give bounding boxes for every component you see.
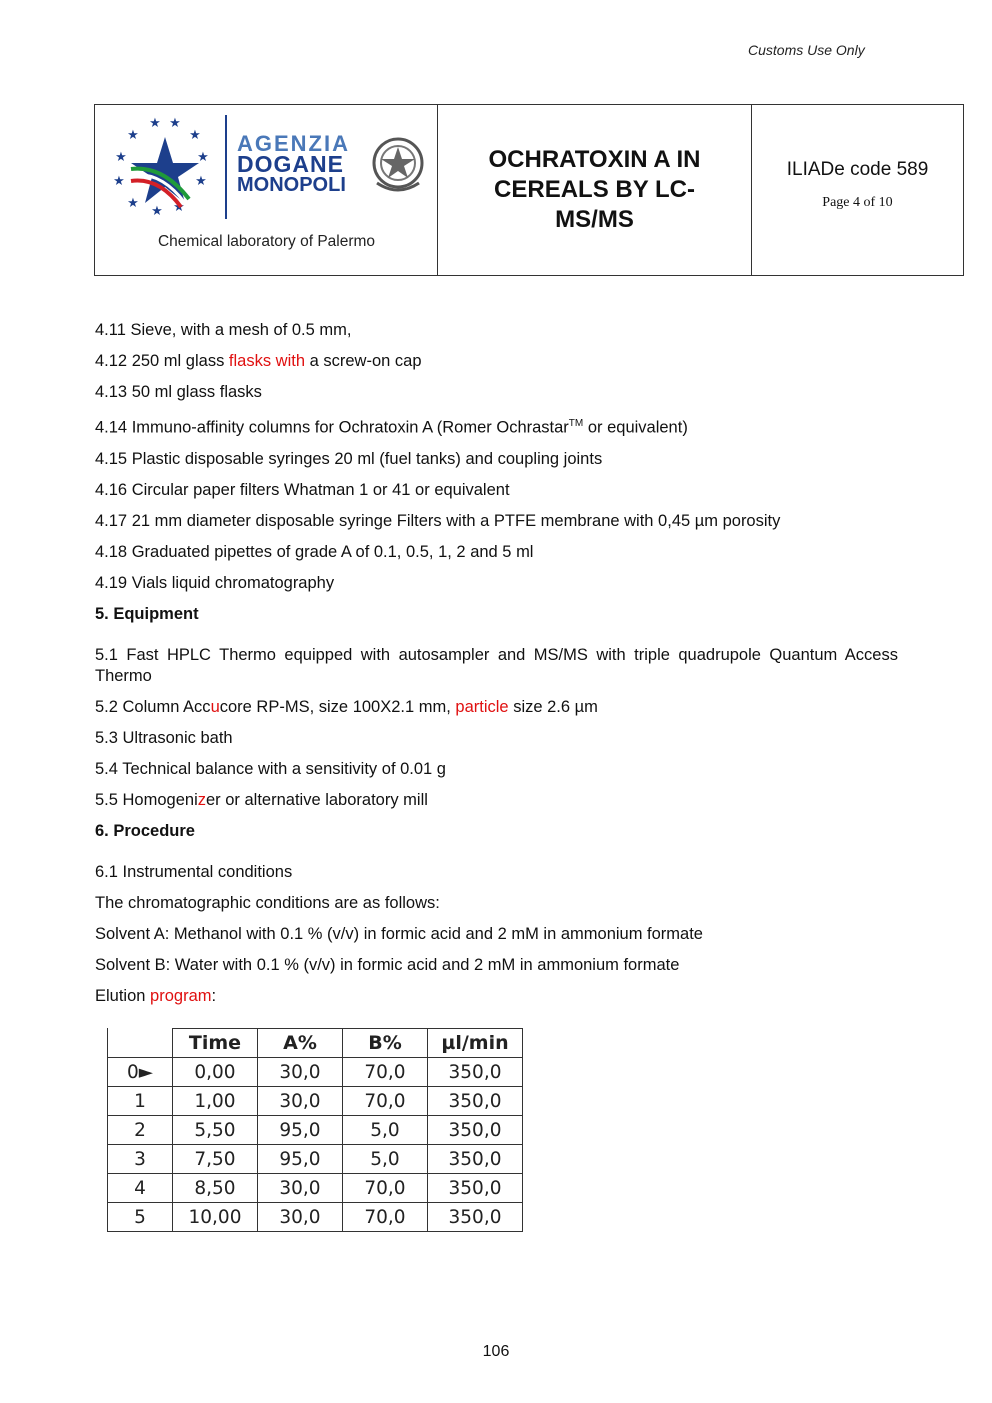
- item-4-17: 4.17 21 mm diameter disposable syringe Filters with a PTFE membrane with 0,45 µm porosity: [95, 511, 781, 530]
- agency-name-line2: DOGANE: [237, 151, 344, 177]
- table-row: [108, 1087, 523, 1116]
- table-cell-time: 5,50: [173, 1116, 258, 1145]
- laboratory-name: Chemical laboratory of Palermo: [157, 233, 376, 250]
- procedure-intro: The chromatographic conditions are as follows:: [95, 893, 440, 912]
- svg-text:★: ★: [127, 196, 139, 211]
- trademark-superscript: TM: [568, 418, 584, 429]
- table-cell-a: 30,0: [258, 1174, 343, 1203]
- table-row: [108, 1174, 523, 1203]
- table-cell-index: 5: [108, 1203, 173, 1232]
- item-4-12: [95, 351, 898, 372]
- table-cell-b: 5,0: [343, 1116, 428, 1145]
- table-cell-a: 30,0: [258, 1087, 343, 1116]
- svg-text:★: ★: [173, 200, 185, 215]
- table-row: [108, 1203, 523, 1232]
- item-4-19: 4.19 Vials liquid chromatography: [95, 573, 335, 592]
- equipment-5-5-highlight-z: z: [197, 790, 206, 809]
- table-header-b-percent: B%: [343, 1029, 428, 1058]
- svg-text:★: ★: [115, 150, 127, 165]
- equipment-5-2-highlight-u: u: [210, 697, 220, 716]
- equipment-5-5-text-c: er or alternative laboratory mill: [205, 790, 428, 809]
- agency-logo-cell: [95, 105, 438, 275]
- equipment-5-1: 5.1 Fast HPLC Thermo equipped with autosampler and MS/MS with triple quadrupole Quantum Access Thermo: [95, 645, 898, 685]
- table-header-flow: µl/min: [428, 1029, 523, 1058]
- item-4-13: 4.13 50 ml glass flasks: [95, 383, 262, 401]
- agency-name-line1: AGENZIA: [237, 131, 350, 156]
- svg-text:★: ★: [149, 116, 161, 131]
- page-of-indicator: Page 4 of 10: [822, 195, 893, 210]
- item-4-14-text-b: or equivalent): [583, 418, 688, 437]
- procedure-6-1: 6.1 Instrumental conditions: [95, 862, 293, 881]
- equipment-heading: 5. Equipment: [95, 604, 199, 623]
- table-cell-time: 10,00: [173, 1203, 258, 1232]
- table-cell-index: 3: [108, 1145, 173, 1174]
- equipment-5-5: [95, 790, 898, 811]
- table-header-time: Time: [173, 1029, 258, 1058]
- table-cell-b: 70,0: [343, 1058, 428, 1087]
- italian-republic-emblem-icon: [369, 133, 427, 197]
- item-4-12-highlight: flasks with: [228, 352, 306, 370]
- equipment-5-2-text-a: 5.2 Column Acc: [95, 697, 211, 716]
- item-4-12-text-a: 4.12 250 ml glass: [95, 352, 229, 370]
- table-header-row: [108, 1029, 523, 1058]
- svg-text:★: ★: [195, 174, 207, 189]
- document-code-cell: [752, 105, 963, 275]
- elution-highlight-program: program: [150, 986, 212, 1005]
- table-cell-time: 0,00: [173, 1058, 258, 1087]
- table-cell-index: 4: [108, 1174, 173, 1203]
- table-cell-index: 1: [108, 1087, 173, 1116]
- svg-text:★: ★: [127, 128, 139, 143]
- customs-use-only-note: Customs Use Only: [748, 42, 865, 58]
- agency-name-line3: MONOPOLI: [237, 174, 346, 196]
- equipment-5-4: 5.4 Technical balance with a sensitivity of 0.01 g: [95, 759, 446, 778]
- table-cell-time: 7,50: [173, 1145, 258, 1174]
- table-row: [108, 1058, 523, 1087]
- iliade-code: ILIADe code 589: [786, 159, 929, 180]
- table-cell-time: 1,00: [173, 1087, 258, 1116]
- document-body: [95, 320, 898, 1017]
- solvent-a: Solvent A: Methanol with 0.1 % (v/v) in formic acid and 2 mM in ammonium formate: [95, 924, 703, 943]
- agency-name: [237, 133, 350, 196]
- elution-program-table: [107, 1028, 523, 1232]
- equipment-5-2-text-c: core RP-MS, size 100X2.1 mm,: [219, 697, 456, 716]
- elution-text-a: Elution: [95, 986, 151, 1005]
- table-cell-b: 70,0: [343, 1087, 428, 1116]
- document-title-cell: [438, 105, 752, 275]
- table-cell-flow: 350,0: [428, 1174, 523, 1203]
- svg-text:★: ★: [113, 174, 125, 189]
- elution-text-c: :: [211, 986, 217, 1005]
- table-cell-index: 0►: [108, 1058, 173, 1087]
- table-row: [108, 1116, 523, 1145]
- table-cell-a: 30,0: [258, 1203, 343, 1232]
- procedure-heading: 6. Procedure: [95, 821, 195, 840]
- elution-program-label: [95, 986, 898, 1007]
- document-title: OCHRATOXIN A IN CEREALS BY LC-MS/MS: [488, 146, 701, 233]
- table-cell-flow: 350,0: [428, 1203, 523, 1232]
- equipment-5-3: 5.3 Ultrasonic bath: [95, 728, 233, 747]
- eu-stars-logo-icon: [103, 111, 223, 221]
- svg-text:★: ★: [197, 150, 209, 165]
- svg-text:★: ★: [151, 204, 163, 219]
- equipment-5-5-text-a: 5.5 Homogeni: [95, 790, 198, 809]
- logo-divider: [225, 115, 227, 219]
- table-cell-flow: 350,0: [428, 1145, 523, 1174]
- equipment-5-2-highlight-particle: particle: [455, 697, 509, 716]
- item-4-11: 4.11 Sieve, with a mesh of 0.5 mm,: [95, 321, 352, 339]
- svg-text:★: ★: [169, 116, 181, 131]
- equipment-5-2-text-e: size 2.6 µm: [508, 697, 598, 716]
- page-number: 106: [482, 1343, 510, 1360]
- equipment-5-2: [95, 697, 898, 718]
- item-4-14-text-a: 4.14 Immuno-affinity columns for Ochratoxin A (Romer Ochrastar: [95, 418, 569, 437]
- table-cell-a: 95,0: [258, 1116, 343, 1145]
- table-cell-b: 70,0: [343, 1174, 428, 1203]
- table-header-a-percent: A%: [258, 1029, 343, 1058]
- table-cell-b: 5,0: [343, 1145, 428, 1174]
- table-cell-index: 2: [108, 1116, 173, 1145]
- table-cell-a: 95,0: [258, 1145, 343, 1174]
- table-cell-flow: 350,0: [428, 1116, 523, 1145]
- table-cell-flow: 350,0: [428, 1058, 523, 1087]
- solvent-b: Solvent B: Water with 0.1 % (v/v) in formic acid and 2 mM in ammonium formate: [95, 955, 680, 974]
- table-cell-time: 8,50: [173, 1174, 258, 1203]
- svg-text:★: ★: [189, 128, 201, 143]
- item-4-16: 4.16 Circular paper filters Whatman 1 or 41 or equivalent: [95, 480, 510, 499]
- item-4-18: 4.18 Graduated pipettes of grade A of 0.1, 0.5, 1, 2 and 5 ml: [95, 542, 534, 561]
- table-row: [108, 1145, 523, 1174]
- item-4-14: [95, 413, 898, 439]
- document-header-table: [94, 104, 964, 276]
- table-cell-b: 70,0: [343, 1203, 428, 1232]
- table-cell-a: 30,0: [258, 1058, 343, 1087]
- item-4-15: 4.15 Plastic disposable syringes 20 ml (fuel tanks) and coupling joints: [95, 449, 603, 468]
- elution-table-wrapper: [107, 1028, 532, 1232]
- table-header-index: [108, 1029, 173, 1058]
- table-cell-flow: 350,0: [428, 1087, 523, 1116]
- item-4-12-text-c: a screw-on cap: [305, 352, 422, 370]
